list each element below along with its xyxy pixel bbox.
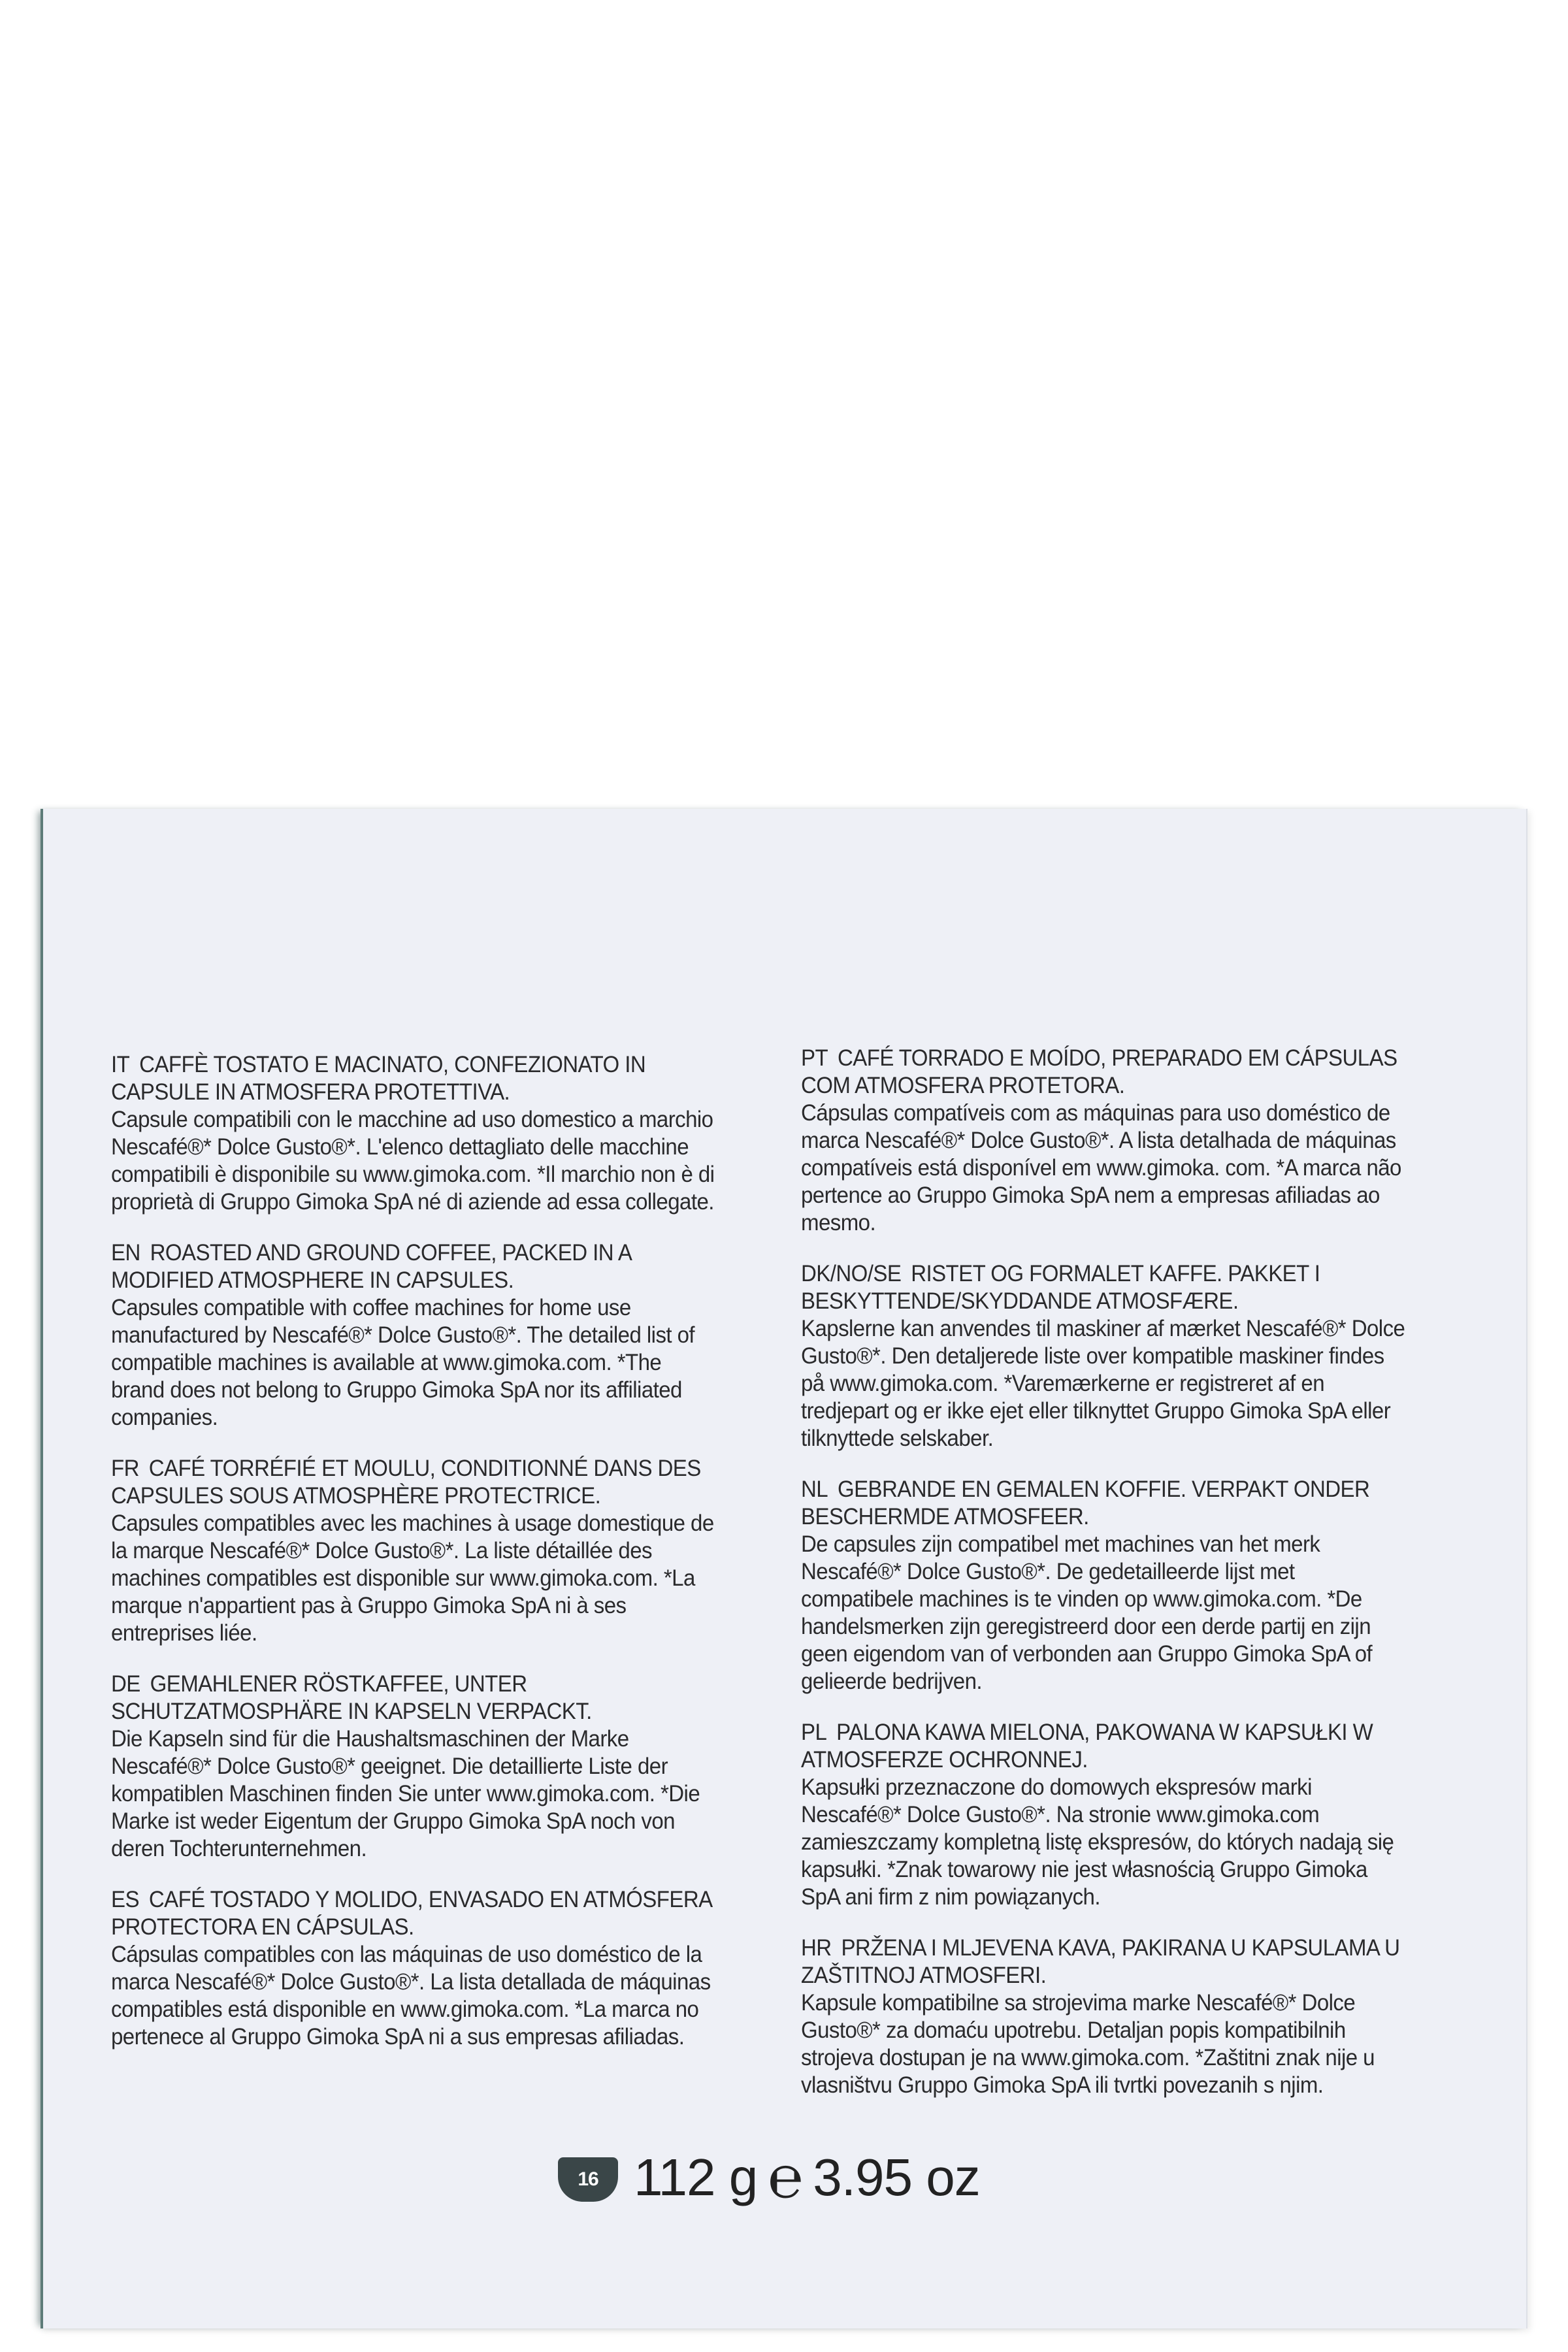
section-body: De capsules zijn compatibel met machines van het merk Nescafé®* Dolce Gusto®*. De gedetailleerde lijst met compatibele machines is te vinden op www.gimoka.com. *De handelsmerken zijn geregistreerd door een derde partij en zijn geen eigendom van of verbonden aan Gruppo Gimoka SpA of gelieerde bedrijven.	[801, 1531, 1373, 1694]
section-title: CAFFÈ TOSTATO E MACINATO, CONFEZIONATO IN CAPSULE IN ATMOSFERA PROTETTIVA.	[111, 1051, 646, 1105]
lang-code: IT	[111, 1051, 130, 1077]
section-dk-no-se	[801, 1260, 1409, 1452]
weight-imperial: 3.95 oz	[813, 2148, 980, 2206]
section-en	[111, 1239, 719, 1431]
lang-code: DE	[111, 1671, 140, 1697]
section-es	[111, 1886, 719, 2050]
section-body: Capsules compatible with coffee machines for home use manufactured by Nescafé®* Dolce Gusto®*. The detailed list of compatible machines is available at www.gimoka.com. *The brand does not belong to Gruppo Gimoka SpA nor its affiliated companies.	[111, 1294, 695, 1430]
section-body: Cápsulas compatibles con las máquinas de uso doméstico de la marca Nescafé®* Dolce Gusto®*. La lista detallada de máquinas compatibles está disponible en www.gimoka.com. *La marca no pertenece al Gruppo Gimoka SpA ni a sus empresas afiliadas.	[111, 1941, 711, 2050]
section-title: GEMAHLENER RÖSTKAFFEE, UNTER SCHUTZATMOSPHÄRE IN KAPSELN VERPACKT.	[111, 1671, 592, 1724]
section-body: Die Kapseln sind für die Haushaltsmaschinen der Marke Nescafé®* Dolce Gusto®* geeignet. Die detaillierte Liste der kompatiblen Maschinen finden Sie unter www.gimoka.com. *Die Marke ist weder Eigentum der Gruppo Gimoka SpA noch von deren Tochterunternehmen.	[111, 1725, 700, 1861]
lang-code: PL	[801, 1719, 827, 1745]
section-pt	[801, 1044, 1409, 1236]
section-title: RISTET OG FORMALET KAFFE. PAKKET I BESKYTTENDE/SKYDDANDE ATMOSFÆRE.	[801, 1260, 1320, 1314]
text-column-right	[801, 1044, 1409, 2122]
lang-code: PT	[801, 1045, 828, 1071]
capsule-count-icon: 16	[558, 2157, 618, 2202]
section-hr	[801, 1934, 1409, 2099]
section-title: ROASTED AND GROUND COFFEE, PACKED IN A MODIFIED ATMOSPHERE IN CAPSULES.	[111, 1239, 631, 1293]
section-title: CAFÉ TORRÉFIÉ ET MOULU, CONDITIONNÉ DANS DES CAPSULES SOUS ATMOSPHÈRE PROTECTRICE.	[111, 1455, 701, 1509]
section-nl	[801, 1475, 1409, 1695]
section-body: Kapsułki przeznaczone do domowych ekspresów marki Nescafé®* Dolce Gusto®*. Na stronie www.gimoka.com zamieszczamy kompletną listę ekspresów, do których nadają się kapsułki. *Znak towarowy nie jest własnością Gruppo Gimoka SpA ani firm z nim powiązanych.	[801, 1774, 1394, 1910]
section-de	[111, 1670, 719, 1862]
lang-code: EN	[111, 1239, 140, 1266]
section-body: Kapsule kompatibilne sa strojevima marke Nescafé®* Dolce Gusto®* za domaću upotrebu. Detaljan popis kompatibilnih strojeva dostupan je na www.gimoka.com. *Zaštitni znak nije u vlasništvu Gruppo Gimoka SpA ili tvrtki povezanih s njim.	[801, 1989, 1375, 2098]
section-title: PRŽENA I MLJEVENA KAVA, PAKIRANA U KAPSULAMA U ZAŠTITNOJ ATMOSFERI.	[801, 1935, 1400, 1988]
package-back-panel	[41, 809, 1527, 2328]
estimated-sign-icon: ℮	[768, 2145, 803, 2210]
lang-code: FR	[111, 1455, 139, 1481]
section-title: GEBRANDE EN GEMALEN KOFFIE. VERPAKT ONDER BESCHERMDE ATMOSFEER.	[801, 1476, 1370, 1529]
section-title: CAFÉ TOSTADO Y MOLIDO, ENVASADO EN ATMÓSFERA PROTECTORA EN CÁPSULAS.	[111, 1886, 711, 1940]
section-body: Capsule compatibili con le macchine ad uso domestico a marchio Nescafé®* Dolce Gusto®*. L'elenco dettagliato delle macchine compatibili è disponibile su www.gimoka.com. *Il marchio non è di proprietà di Gruppo Gimoka SpA né di aziende ad essa collegate.	[111, 1106, 715, 1215]
section-body: Cápsulas compatíveis com as máquinas para uso doméstico de marca Nescafé®* Dolce Gusto®*. A lista detalhada de máquinas compatíveis está disponível em www.gimoka. com. *A marca não pertence ao Gruppo Gimoka SpA nem a empresas afiliadas ao mesmo.	[801, 1100, 1401, 1235]
section-it	[111, 1051, 719, 1215]
net-weight	[558, 2145, 980, 2210]
section-title: CAFÉ TORRADO E MOÍDO, PREPARADO EM CÁPSULAS COM ATMOSFERA PROTETORA.	[801, 1045, 1397, 1098]
section-title: PALONA KAWA MIELONA, PAKOWANA W KAPSUŁKI W ATMOSFERZE OCHRONNEJ.	[801, 1719, 1373, 1772]
lang-code: HR	[801, 1935, 832, 1961]
lang-code: NL	[801, 1476, 828, 1502]
lang-code: DK/NO/SE	[801, 1260, 902, 1286]
weight-metric: 112 g	[634, 2148, 758, 2206]
section-pl	[801, 1718, 1409, 1910]
text-column-left	[111, 1051, 719, 2074]
section-body: Kapslerne kan anvendes til maskiner af mærket Nescafé®* Dolce Gusto®*. Den detaljerede liste over kompatible maskiner findes på www.gimoka.com. *Varemærkerne er registreret af en tredjepart og er ikke ejet eller tilknyttet Gruppo Gimoka SpA eller tilknyttede selskaber.	[801, 1315, 1405, 1451]
section-body: Capsules compatibles avec les machines à usage domestique de la marque Nescafé®* Dolce Gusto®*. La liste détaillée des machines compatibles est disponible sur www.gimoka.com. *La marque n'appartient pas à Gruppo Gimoka SpA ni à ses entreprises liée.	[111, 1510, 714, 1646]
section-fr	[111, 1454, 719, 1646]
lang-code: ES	[111, 1886, 139, 1912]
